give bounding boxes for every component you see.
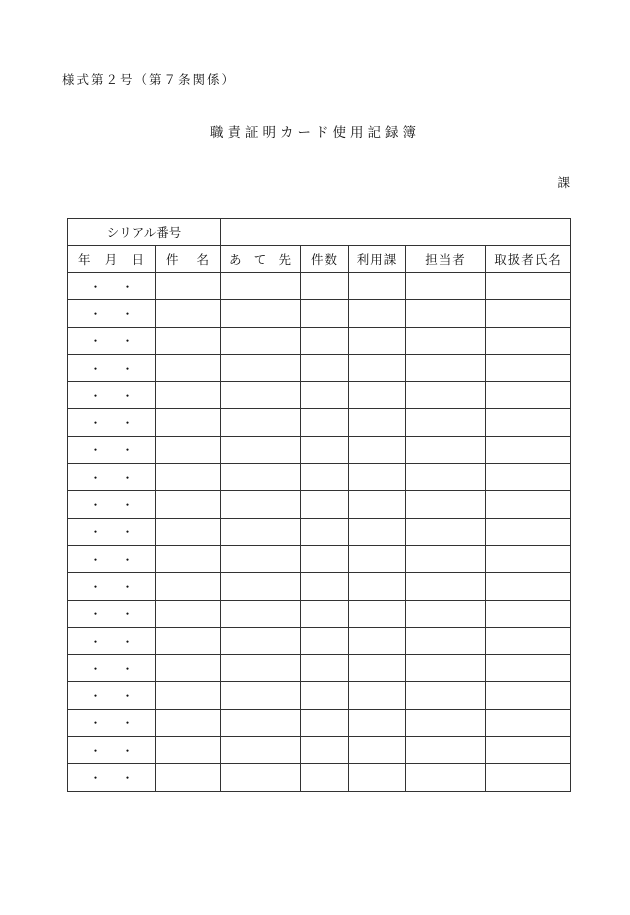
table-row [68,436,571,463]
handler-name-cell[interactable] [486,682,571,709]
header-person-in-charge: 担当者 [406,246,486,273]
count-cell[interactable] [301,354,349,381]
subject-cell[interactable] [156,764,221,791]
table-row [68,655,571,682]
recipient-cell[interactable] [221,709,301,736]
person-in-charge-cell[interactable] [406,655,486,682]
person-in-charge-cell[interactable] [406,737,486,764]
handler-name-cell[interactable] [486,545,571,572]
using-section-cell[interactable] [349,436,406,463]
person-in-charge-cell[interactable] [406,573,486,600]
subject-cell[interactable] [156,709,221,736]
using-section-cell[interactable] [349,737,406,764]
header-row [68,246,571,273]
table-row [68,382,571,409]
date-separator: ・ [89,743,102,758]
recipient-cell[interactable] [221,682,301,709]
date-separator: ・ [89,770,102,785]
person-in-charge-cell[interactable] [406,382,486,409]
count-cell[interactable] [301,409,349,436]
date-cell[interactable] [68,491,156,518]
subject-cell[interactable] [156,409,221,436]
date-separator: ・ [121,334,134,349]
count-cell[interactable] [301,436,349,463]
handler-name-cell[interactable] [486,382,571,409]
person-in-charge-cell[interactable] [406,600,486,627]
person-in-charge-cell[interactable] [406,545,486,572]
handler-name-cell[interactable] [486,709,571,736]
count-cell[interactable] [301,545,349,572]
date-separator: ・ [121,579,134,594]
header-count: 件数 [301,246,349,273]
using-section-cell[interactable] [349,682,406,709]
using-section-cell[interactable] [349,518,406,545]
date-cell[interactable] [68,464,156,491]
handler-name-cell[interactable] [486,327,571,354]
date-separator: ・ [89,552,102,567]
date-cell[interactable] [68,655,156,682]
count-cell[interactable] [301,627,349,654]
table-row [68,737,571,764]
subject-cell[interactable] [156,382,221,409]
usage-record-table [67,218,571,792]
date-separator: ・ [121,498,134,513]
person-in-charge-cell[interactable] [406,491,486,518]
date-separator: ・ [89,470,102,485]
handler-name-cell[interactable] [486,354,571,381]
handler-name-cell[interactable] [486,737,571,764]
date-cell[interactable] [68,354,156,381]
date-separator: ・ [121,634,134,649]
using-section-cell[interactable] [349,464,406,491]
date-cell[interactable] [68,764,156,791]
date-separator: ・ [121,388,134,403]
subject-cell[interactable] [156,354,221,381]
person-in-charge-cell[interactable] [406,300,486,327]
recipient-cell[interactable] [221,354,301,381]
count-cell[interactable] [301,655,349,682]
table-row [68,300,571,327]
date-separator: ・ [121,689,134,704]
date-separator: ・ [121,661,134,676]
table-row [68,709,571,736]
subject-cell[interactable] [156,327,221,354]
date-cell[interactable] [68,627,156,654]
recipient-cell[interactable] [221,300,301,327]
using-section-cell[interactable] [349,600,406,627]
person-in-charge-cell[interactable] [406,436,486,463]
recipient-cell[interactable] [221,491,301,518]
header-date-day: 日 [131,252,145,267]
count-cell[interactable] [301,300,349,327]
using-section-cell[interactable] [349,491,406,518]
recipient-cell[interactable] [221,436,301,463]
recipient-cell[interactable] [221,600,301,627]
person-in-charge-cell[interactable] [406,627,486,654]
handler-name-cell[interactable] [486,764,571,791]
serial-number-label: シリアル番号 [68,219,221,246]
using-section-cell[interactable] [349,409,406,436]
header-date-year: 年 [78,252,92,267]
date-separator: ・ [89,689,102,704]
table-row [68,409,571,436]
subject-cell[interactable] [156,737,221,764]
count-cell[interactable] [301,737,349,764]
date-separator: ・ [89,634,102,649]
date-separator: ・ [121,279,134,294]
handler-name-cell[interactable] [486,436,571,463]
date-separator: ・ [121,416,134,431]
using-section-cell[interactable] [349,764,406,791]
count-cell[interactable] [301,491,349,518]
date-separator: ・ [89,306,102,321]
handler-name-cell[interactable] [486,600,571,627]
person-in-charge-cell[interactable] [406,409,486,436]
using-section-cell[interactable] [349,709,406,736]
date-cell[interactable] [68,682,156,709]
date-separator: ・ [121,443,134,458]
table-row [68,464,571,491]
table-row [68,327,571,354]
recipient-cell[interactable] [221,464,301,491]
date-cell[interactable] [68,409,156,436]
subject-cell[interactable] [156,655,221,682]
subject-cell[interactable] [156,273,221,300]
date-separator: ・ [89,334,102,349]
date-cell[interactable] [68,573,156,600]
header-subject-char2: 名 [196,252,211,267]
handler-name-cell[interactable] [486,491,571,518]
recipient-cell[interactable] [221,655,301,682]
table-row [68,545,571,572]
table-row [68,518,571,545]
date-separator: ・ [89,525,102,540]
header-date-month: 月 [104,252,119,267]
handler-name-cell[interactable] [486,409,571,436]
count-cell[interactable] [301,518,349,545]
date-separator: ・ [89,443,102,458]
date-separator: ・ [89,388,102,403]
count-cell[interactable] [301,327,349,354]
person-in-charge-cell[interactable] [406,682,486,709]
handler-name-cell[interactable] [486,273,571,300]
date-separator: ・ [121,716,134,731]
date-cell[interactable] [68,382,156,409]
date-cell[interactable] [68,518,156,545]
header-subject-char1: 件 [166,252,180,267]
header-date [68,246,156,273]
subject-cell[interactable] [156,600,221,627]
table-row [68,627,571,654]
using-section-cell[interactable] [349,354,406,381]
table-row [68,600,571,627]
table-row [68,491,571,518]
table-row [68,764,571,791]
date-separator: ・ [121,525,134,540]
header-handler-name: 取扱者氏名 [486,246,571,273]
recipient-cell[interactable] [221,409,301,436]
date-cell[interactable] [68,300,156,327]
subject-cell[interactable] [156,300,221,327]
count-cell[interactable] [301,709,349,736]
subject-cell[interactable] [156,518,221,545]
count-cell[interactable] [301,382,349,409]
document-title: 職責証明カード使用記録簿 [210,125,420,141]
header-recipient [221,246,301,273]
handler-name-cell[interactable] [486,518,571,545]
using-section-cell[interactable] [349,382,406,409]
recipient-cell[interactable] [221,327,301,354]
date-cell[interactable] [68,273,156,300]
date-cell[interactable] [68,709,156,736]
using-section-cell[interactable] [349,273,406,300]
header-recipient-char2: て [253,252,268,267]
recipient-cell[interactable] [221,737,301,764]
date-separator: ・ [89,661,102,676]
recipient-cell[interactable] [221,764,301,791]
person-in-charge-cell[interactable] [406,518,486,545]
date-separator: ・ [89,579,102,594]
person-in-charge-cell[interactable] [406,464,486,491]
serial-row [68,219,571,246]
subject-cell[interactable] [156,682,221,709]
using-section-cell[interactable] [349,627,406,654]
handler-name-cell[interactable] [486,573,571,600]
count-cell[interactable] [301,464,349,491]
using-section-cell[interactable] [349,545,406,572]
recipient-cell[interactable] [221,545,301,572]
recipient-cell[interactable] [221,382,301,409]
section-label: 課 [557,175,570,190]
date-cell[interactable] [68,737,156,764]
date-separator: ・ [121,743,134,758]
date-separator: ・ [89,498,102,513]
form-number: 様式第２号（第７条関係） [62,72,237,87]
header-subject [156,246,221,273]
date-separator: ・ [121,552,134,567]
using-section-cell[interactable] [349,300,406,327]
date-cell[interactable] [68,545,156,572]
handler-name-cell[interactable] [486,627,571,654]
recipient-cell[interactable] [221,273,301,300]
date-cell[interactable] [68,436,156,463]
recipient-cell[interactable] [221,573,301,600]
date-separator: ・ [121,607,134,622]
recipient-cell[interactable] [221,627,301,654]
count-cell[interactable] [301,764,349,791]
person-in-charge-cell[interactable] [406,354,486,381]
date-separator: ・ [89,716,102,731]
count-cell[interactable] [301,573,349,600]
date-separator: ・ [89,361,102,376]
table-row [68,354,571,381]
header-recipient-char3: 先 [278,252,292,267]
using-section-cell[interactable] [349,655,406,682]
handler-name-cell[interactable] [486,300,571,327]
handler-name-cell[interactable] [486,655,571,682]
serial-number-field[interactable] [221,219,571,246]
person-in-charge-cell[interactable] [406,327,486,354]
date-separator: ・ [121,306,134,321]
table-row [68,682,571,709]
subject-cell[interactable] [156,545,221,572]
date-separator: ・ [121,470,134,485]
recipient-cell[interactable] [221,518,301,545]
date-cell[interactable] [68,600,156,627]
person-in-charge-cell[interactable] [406,764,486,791]
date-separator: ・ [121,770,134,785]
header-using-section: 利用課 [349,246,406,273]
date-separator: ・ [89,416,102,431]
date-cell[interactable] [68,327,156,354]
date-separator: ・ [89,279,102,294]
subject-cell[interactable] [156,464,221,491]
subject-cell[interactable] [156,627,221,654]
date-separator: ・ [121,361,134,376]
count-cell[interactable] [301,600,349,627]
subject-cell[interactable] [156,573,221,600]
table-row [68,273,571,300]
person-in-charge-cell[interactable] [406,273,486,300]
date-separator: ・ [89,607,102,622]
using-section-cell[interactable] [349,573,406,600]
subject-cell[interactable] [156,436,221,463]
count-cell[interactable] [301,682,349,709]
header-recipient-char1: あ [229,252,243,267]
handler-name-cell[interactable] [486,464,571,491]
table-row [68,573,571,600]
person-in-charge-cell[interactable] [406,709,486,736]
using-section-cell[interactable] [349,327,406,354]
subject-cell[interactable] [156,491,221,518]
count-cell[interactable] [301,273,349,300]
